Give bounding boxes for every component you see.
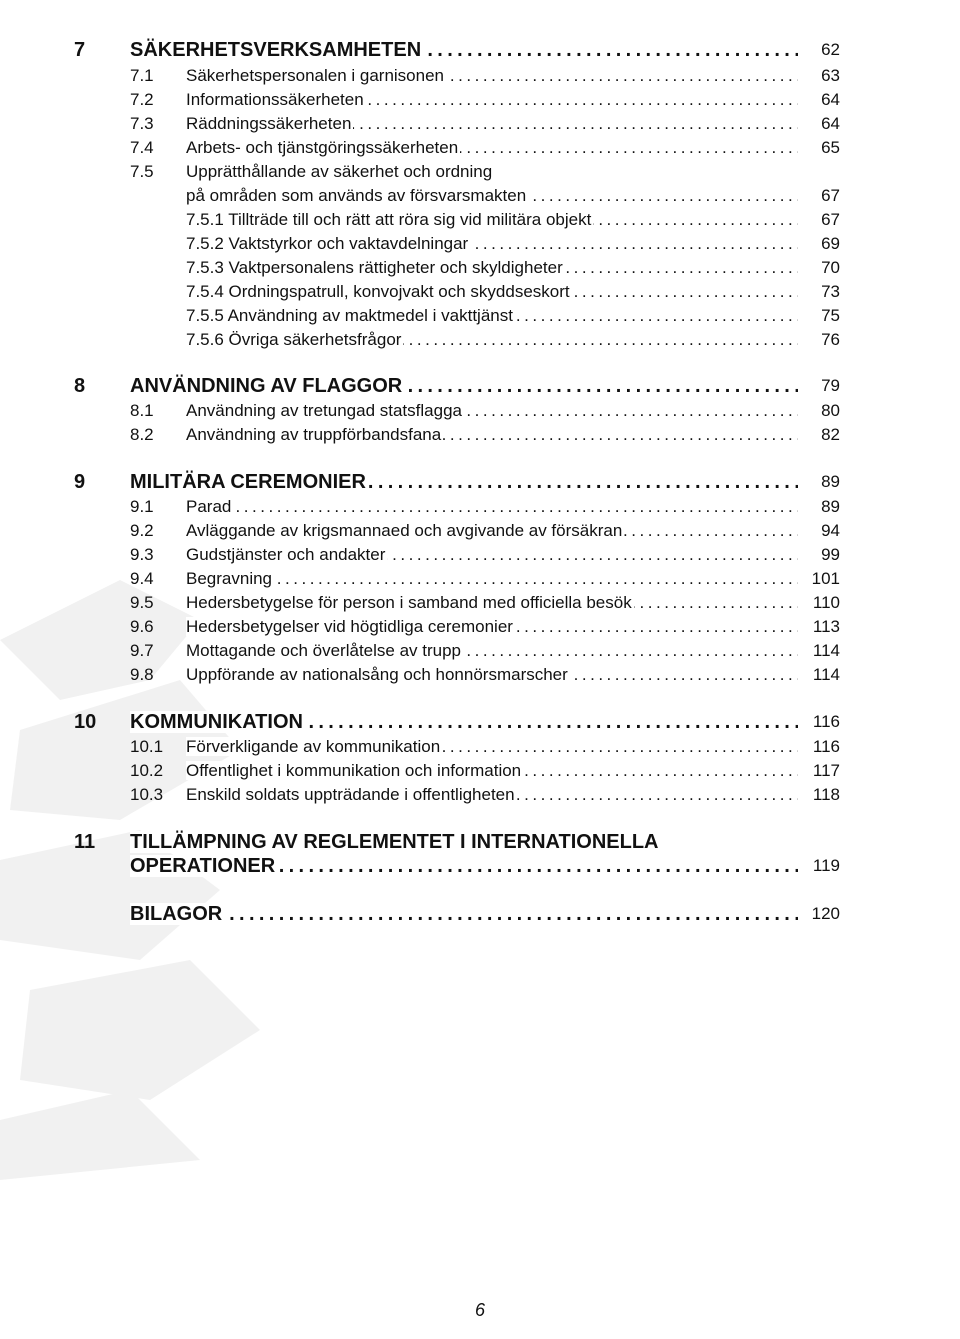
toc-entry-9-7[interactable] bbox=[0, 639, 960, 663]
toc-title: Avläggande av krigsmannaed och avgivande av försäkran . . . bbox=[186, 519, 798, 543]
toc-page: 114 bbox=[812, 665, 840, 684]
toc-page: 116 bbox=[812, 737, 840, 756]
toc-number: 10.2 bbox=[130, 761, 164, 780]
toc-number: 9 bbox=[74, 471, 86, 493]
toc-chapter-11-line1[interactable] bbox=[0, 830, 960, 854]
toc-title: på områden som används av försvarsmakten . . . bbox=[186, 184, 798, 208]
toc-number: 7.2 bbox=[130, 90, 154, 109]
toc-page: 82 bbox=[821, 425, 840, 444]
toc-page: 110 bbox=[812, 593, 840, 612]
toc-chapter-10[interactable] bbox=[0, 710, 960, 734]
toc-page: 113 bbox=[812, 617, 840, 636]
toc-page: 67 bbox=[821, 186, 840, 205]
toc-title: Hedersbetygelser vid högtidliga ceremonier . . . bbox=[186, 615, 798, 639]
toc-entry-9-3[interactable] bbox=[0, 543, 960, 567]
toc-entry-7-5-6[interactable] bbox=[0, 328, 960, 352]
toc-title: Uppförande av nationalsång och honnörsmarscher . . . bbox=[186, 663, 798, 687]
toc-page: 64 bbox=[821, 114, 840, 133]
toc-title: KOMMUNIKATION . . . bbox=[130, 710, 798, 734]
toc-title: Arbets- och tjänstgöringssäkerheten . . . bbox=[186, 136, 798, 160]
toc-title: TILLÄMPNING AV REGLEMENTET I INTERNATIONELLA bbox=[130, 831, 659, 853]
toc-page: 114 bbox=[812, 641, 840, 660]
page-number: 6 bbox=[474, 1300, 485, 1320]
toc-entry-7-5-line2[interactable] bbox=[0, 184, 960, 208]
toc-number: 9.8 bbox=[130, 665, 154, 684]
toc-title: Räddningssäkerheten . . . bbox=[186, 112, 798, 136]
toc-page: 79 bbox=[821, 376, 840, 395]
toc-page: 65 bbox=[821, 138, 840, 157]
toc-title: 7.5.3 Vaktpersonalens rättigheter och skyldigheter . . . bbox=[186, 256, 798, 280]
toc-number: 8 bbox=[74, 375, 86, 397]
toc-page: 120 bbox=[811, 904, 840, 923]
toc-number: 10 bbox=[74, 711, 97, 733]
toc-number: 9.6 bbox=[130, 617, 154, 636]
toc-entry-9-8[interactable] bbox=[0, 663, 960, 687]
toc-page: 62 bbox=[821, 40, 840, 59]
toc-bilagor[interactable] bbox=[0, 902, 960, 926]
toc-number: 9.3 bbox=[130, 545, 154, 564]
toc-title: Användning av tretungad statsflagga . . . bbox=[186, 399, 798, 423]
toc-chapter-11-line2[interactable] bbox=[0, 854, 960, 878]
toc-page: 76 bbox=[821, 330, 840, 349]
toc-number: 9.5 bbox=[130, 593, 154, 612]
toc-entry-7-1[interactable] bbox=[0, 64, 960, 88]
toc-page: 117 bbox=[812, 761, 840, 780]
toc-number: 7.4 bbox=[130, 138, 154, 157]
toc-title: Informationssäkerheten . . . bbox=[186, 88, 798, 112]
toc-title: SÄKERHETSVERKSAMHETEN . . . bbox=[130, 38, 798, 62]
toc-title: BILAGOR . . . bbox=[130, 902, 798, 926]
toc-entry-7-4[interactable] bbox=[0, 136, 960, 160]
toc-title: 7.5.5 Användning av maktmedel i vakttjänst . . . bbox=[186, 304, 798, 328]
toc-page: 67 bbox=[821, 210, 840, 229]
toc-title: Förverkligande av kommunikation . . . bbox=[186, 735, 798, 759]
toc-number: 7.3 bbox=[130, 114, 154, 133]
toc-title: ANVÄNDNING AV FLAGGOR . . . bbox=[130, 374, 798, 398]
toc-entry-7-5-1[interactable] bbox=[0, 208, 960, 232]
toc-title: OPERATIONER . . . bbox=[130, 854, 798, 878]
toc-entry-10-2[interactable] bbox=[0, 759, 960, 783]
toc-entry-10-3[interactable] bbox=[0, 783, 960, 807]
toc-page: 89 bbox=[821, 472, 840, 491]
toc-entry-9-2[interactable] bbox=[0, 519, 960, 543]
toc-number: 8.2 bbox=[130, 425, 154, 444]
toc-title: Gudstjänster och andakter . . . bbox=[186, 543, 798, 567]
toc-title: Hedersbetygelse för person i samband med officiella besök . . . bbox=[186, 591, 798, 615]
toc-page: 119 bbox=[812, 856, 840, 875]
toc-title: 7.5.4 Ordningspatrull, konvojvakt och skyddseskort . . . bbox=[186, 280, 798, 304]
toc-page: 75 bbox=[821, 306, 840, 325]
toc-page: 101 bbox=[811, 569, 840, 588]
toc-title: 7.5.2 Vaktstyrkor och vaktavdelningar . . . bbox=[186, 232, 798, 256]
toc-page: 99 bbox=[821, 545, 840, 564]
toc-number: 7.5 bbox=[130, 162, 154, 181]
toc-title: Enskild soldats uppträdande i offentligheten . . . bbox=[186, 783, 798, 807]
toc-entry-10-1[interactable] bbox=[0, 735, 960, 759]
toc-page: 64 bbox=[821, 90, 840, 109]
toc-entry-7-5-4[interactable] bbox=[0, 280, 960, 304]
toc-title: 7.5.1 Tillträde till och rätt att röra sig vid militära objekt . . . bbox=[186, 208, 798, 232]
toc-title: Användning av truppförbandsfana . . . bbox=[186, 423, 798, 447]
toc-page: 70 bbox=[821, 258, 840, 277]
toc-entry-7-5-3[interactable] bbox=[0, 256, 960, 280]
toc-entry-9-1[interactable] bbox=[0, 495, 960, 519]
toc-title: MILITÄRA CEREMONIER . . . bbox=[130, 470, 798, 494]
toc-entry-9-6[interactable] bbox=[0, 615, 960, 639]
toc-title: Begravning . . . bbox=[186, 567, 798, 591]
toc-chapter-8[interactable] bbox=[0, 374, 960, 398]
toc-title: Upprätthållande av säkerhet och ordning bbox=[186, 162, 493, 181]
toc-entry-7-3[interactable] bbox=[0, 112, 960, 136]
toc-page: 118 bbox=[812, 785, 840, 804]
toc-chapter-9[interactable] bbox=[0, 470, 960, 494]
toc-page: 69 bbox=[821, 234, 840, 253]
toc-entry-7-2[interactable] bbox=[0, 88, 960, 112]
toc-number: 10.1 bbox=[130, 737, 164, 756]
toc-entry-7-5-line1[interactable] bbox=[0, 160, 960, 184]
toc-entry-9-5[interactable] bbox=[0, 591, 960, 615]
toc-title: Parad . . . bbox=[186, 495, 798, 519]
toc-entry-7-5-5[interactable] bbox=[0, 304, 960, 328]
toc-entry-8-1[interactable] bbox=[0, 399, 960, 423]
toc-number: 9.1 bbox=[130, 497, 154, 516]
toc-title: Mottagande och överlåtelse av trupp . . . bbox=[186, 639, 798, 663]
toc-title: Offentlighet i kommunikation och information . . . bbox=[186, 759, 798, 783]
toc-page: 116 bbox=[812, 712, 840, 731]
toc-entry-9-4[interactable] bbox=[0, 567, 960, 591]
toc-page: 73 bbox=[821, 282, 840, 301]
toc-page: 80 bbox=[821, 401, 840, 420]
toc-entry-7-5-2[interactable] bbox=[0, 232, 960, 256]
toc-number: 8.1 bbox=[130, 401, 154, 420]
toc-chapter-7[interactable] bbox=[0, 38, 960, 62]
toc-number: 9.7 bbox=[130, 641, 154, 660]
toc-number: 9.4 bbox=[130, 569, 154, 588]
toc-number: 7 bbox=[74, 39, 86, 61]
toc-number: 9.2 bbox=[130, 521, 154, 540]
toc-title: Säkerhetspersonalen i garnisonen . . . bbox=[186, 64, 798, 88]
toc-title: 7.5.6 Övriga säkerhetsfrågor . . . bbox=[186, 328, 798, 352]
toc-number: 11 bbox=[74, 831, 96, 853]
toc-page: 89 bbox=[821, 497, 840, 516]
toc-number: 7.1 bbox=[130, 66, 154, 85]
toc-page: 63 bbox=[821, 66, 840, 85]
toc-number: 10.3 bbox=[130, 785, 164, 804]
toc-entry-8-2[interactable] bbox=[0, 423, 960, 447]
toc-page: 94 bbox=[821, 521, 840, 540]
